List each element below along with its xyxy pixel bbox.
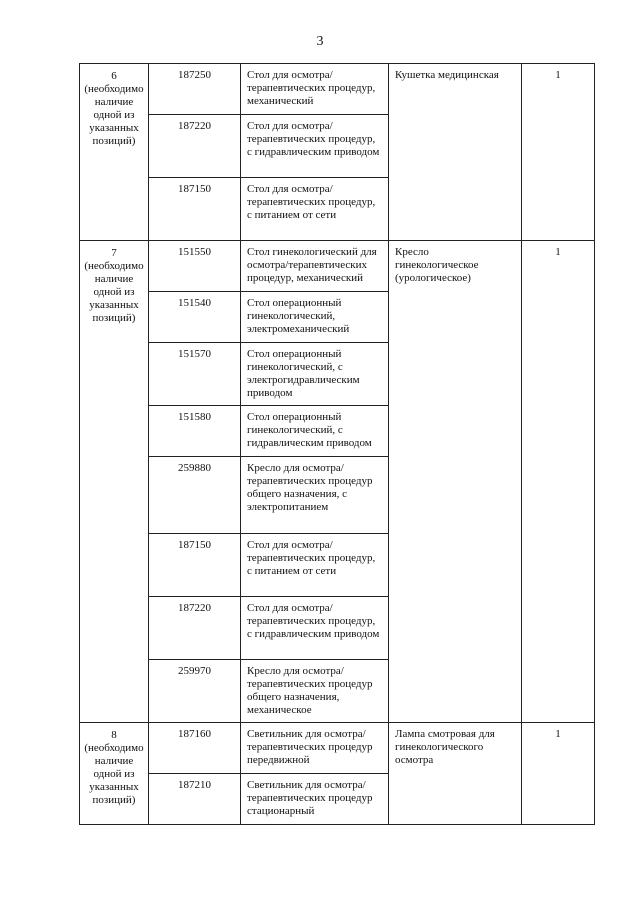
quantity-cell: 1 [522,723,595,825]
name-cell: Кресло для осмотра/терапевтических процедур общего назначения, механическое [241,660,389,723]
required-equipment-cell: Кресло гинекологическое (урологическое) [389,241,522,723]
code-cell: 187220 [149,597,241,660]
required-equipment-cell: Лампа смотровая для гинекологического осмотра [389,723,522,825]
name-cell: Стол для осмотра/терапевтических процедур, с питанием от сети [241,534,389,597]
table-row [80,64,595,115]
table-row [80,723,595,774]
name-cell: Стол для осмотра/терапевтических процедур, механический [241,64,389,115]
code-cell: 187150 [149,534,241,597]
position-cell [80,241,149,723]
name-cell: Стол для осмотра/терапевтических процедур, с питанием от сети [241,178,389,241]
code-cell: 187150 [149,178,241,241]
code-cell: 151550 [149,241,241,292]
required-equipment-cell: Кушетка медицинская [389,64,522,241]
position-number: 8 [111,729,117,741]
name-cell: Стол операционный гинекологический, с электрогидравлическим приводом [241,343,389,406]
position-cell [80,723,149,825]
position-note: (необходимо наличие одной из указанных позиций) [84,260,144,324]
code-cell: 187160 [149,723,241,774]
name-cell: Стол гинекологический для осмотра/терапевтических процедур, механический [241,241,389,292]
name-cell: Кресло для осмотра/терапевтических процедур общего назначения, с электропитанием [241,457,389,534]
page-number: 3 [316,34,324,49]
name-cell: Стол для осмотра/терапевтических процедур, с гидравлическим приводом [241,115,389,178]
table-row [80,241,595,292]
name-cell: Светильник для осмотра/терапевтических процедур стационарный [241,774,389,825]
name-cell: Стол операционный гинекологический, с гидравлическим приводом [241,406,389,457]
code-cell: 187220 [149,115,241,178]
quantity-cell: 1 [522,64,595,241]
position-number: 6 [111,70,117,82]
code-cell: 259970 [149,660,241,723]
name-cell: Светильник для осмотра/терапевтических процедур передвижной [241,723,389,774]
code-cell: 151580 [149,406,241,457]
position-note: (необходимо наличие одной из указанных позиций) [84,742,144,806]
code-cell: 259880 [149,457,241,534]
code-cell: 151570 [149,343,241,406]
quantity-cell: 1 [522,241,595,723]
equipment-table [79,63,595,825]
position-number: 7 [111,247,117,259]
position-note: (необходимо наличие одной из указанных позиций) [84,83,144,147]
code-cell: 187250 [149,64,241,115]
name-cell: Стол операционный гинекологический, электромеханический [241,292,389,343]
code-cell: 187210 [149,774,241,825]
position-cell [80,64,149,241]
code-cell: 151540 [149,292,241,343]
name-cell: Стол для осмотра/терапевтических процедур, с гидравлическим приводом [241,597,389,660]
